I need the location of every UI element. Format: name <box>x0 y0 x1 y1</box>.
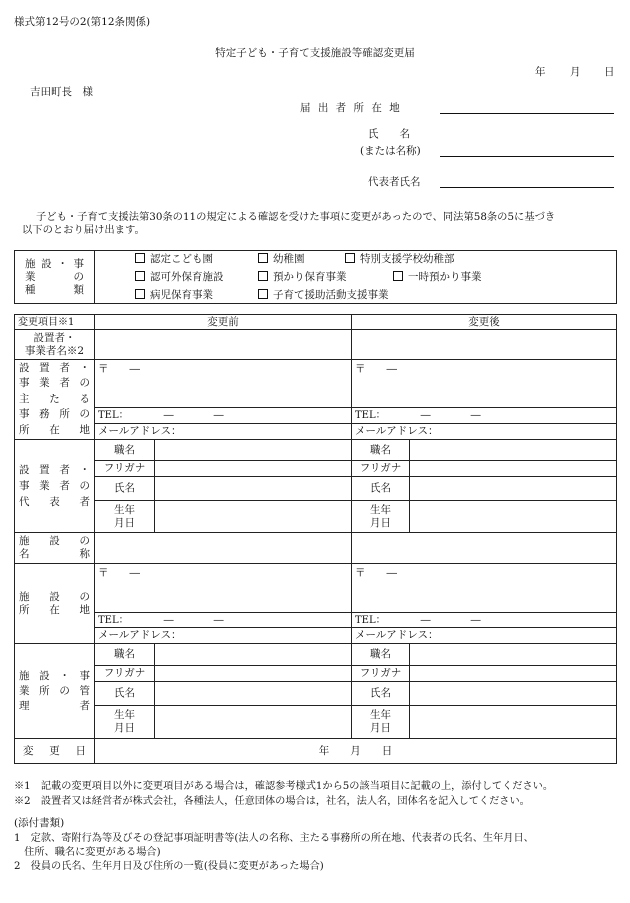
after-office-tel[interactable]: TEL： ― ― <box>352 408 617 424</box>
table-row <box>15 706 617 739</box>
before-rep-name-label: 氏名 <box>95 477 155 501</box>
after-office-postal[interactable]: 〒 ― <box>352 360 617 408</box>
before-mgr-name-value[interactable] <box>155 682 352 706</box>
table-row <box>15 501 617 533</box>
facility-type-table <box>14 250 617 304</box>
before-mgr-birth-value[interactable] <box>155 706 352 739</box>
facility-type-label: 施設・事 業 の 種 類 <box>15 251 95 304</box>
facility-type-options <box>95 251 617 304</box>
notifier-rep-line[interactable] <box>440 187 614 188</box>
checkbox-icon[interactable] <box>258 253 268 263</box>
notifier-rep-label: 代表者氏名 <box>368 176 421 188</box>
checkbox-icon[interactable] <box>393 271 403 281</box>
before-rep-birth-value[interactable] <box>155 501 352 533</box>
before-mgr-job-label: 職名 <box>95 644 155 666</box>
after-facility-email[interactable]: メールアドレス： <box>352 628 617 644</box>
before-mgr-job-value[interactable] <box>155 644 352 666</box>
table-row <box>15 628 617 644</box>
checkbox-icon[interactable] <box>135 289 145 299</box>
after-rep-furigana-value[interactable] <box>410 461 617 477</box>
after-facility-tel[interactable]: TEL： ― ― <box>352 613 617 628</box>
after-rep-job-value[interactable] <box>410 440 617 461</box>
after-facility-postal[interactable]: 〒 ― <box>352 564 617 613</box>
after-rep-job-label: 職名 <box>352 440 410 461</box>
after-rep-birth-value[interactable] <box>410 501 617 533</box>
row-label-facility-name: 施 設 の 名 称 <box>15 533 95 564</box>
date-day: 日 <box>604 66 615 78</box>
after-establisher-name[interactable] <box>352 330 617 360</box>
before-mgr-name-label: 氏名 <box>95 682 155 706</box>
before-rep-job-value[interactable] <box>155 440 352 461</box>
before-rep-name-value[interactable] <box>155 477 352 501</box>
attachment-item-1: 1 定款、寄附行為等及びその登記事項証明書等(法人の名称、主たる事務所の所在地、代表者の氏名、生年月日、 <box>14 833 534 844</box>
option-certified-kodomoen[interactable]: 認定こども園 <box>135 253 213 266</box>
option-extended-care[interactable]: 預かり保育事業 <box>258 271 347 284</box>
option-special-support-kindergarten[interactable]: 特別支援学校幼稚部 <box>345 253 455 266</box>
option-sick-child-care[interactable]: 病児保育事業 <box>135 289 213 302</box>
after-mgr-name-label: 氏名 <box>352 682 410 706</box>
addressee: 吉田町長 様 <box>30 86 93 98</box>
after-rep-name-value[interactable] <box>410 477 617 501</box>
before-facility-tel[interactable]: TEL： ― ― <box>95 613 352 628</box>
before-rep-birth-label: 生年 月日 <box>95 501 155 533</box>
before-office-postal[interactable]: 〒 ― <box>95 360 352 408</box>
checkbox-icon[interactable] <box>135 253 145 263</box>
date-year: 年 <box>535 66 546 78</box>
after-mgr-name-value[interactable] <box>410 682 617 706</box>
table-row <box>15 613 617 628</box>
before-facility-name[interactable] <box>95 533 352 564</box>
date-month: 月 <box>570 66 581 78</box>
before-mgr-furigana-value[interactable] <box>155 666 352 682</box>
checkbox-icon[interactable] <box>258 289 268 299</box>
change-table <box>14 314 617 764</box>
row-label-manager: 施 設 ・ 事 業 所 の 管 理 者 <box>15 644 95 739</box>
form-number: 様式第12号の2(第12条関係) <box>14 16 151 28</box>
col-item-header: 変更項目※1 <box>15 315 95 330</box>
table-header-row <box>15 315 617 330</box>
before-rep-furigana-label: フリガナ <box>95 461 155 477</box>
notifier-address-line[interactable] <box>440 113 614 114</box>
row-label-establisher-name: 設置者・ 事業者名※2 <box>15 330 95 360</box>
row-label-office-address: 設 置 者 ・ 事 業 者 の 主 た る 事 務 所 の 所 在 地 <box>15 360 95 440</box>
table-row <box>15 440 617 461</box>
table-row <box>15 739 617 764</box>
option-family-support[interactable]: 子育て援助活動支援事業 <box>258 289 389 302</box>
intro-text-2: 以下のとおり届け出ます。 <box>22 224 145 236</box>
row-label-facility-address: 施 設 の 所 在 地 <box>15 564 95 644</box>
option-unlicensed-daycare[interactable]: 認可外保育施設 <box>135 271 224 284</box>
table-row <box>15 666 617 682</box>
after-facility-name[interactable] <box>352 533 617 564</box>
intro-text: 子ども・子育て支援法第30条の11の規定による確認を受けた事項に変更があったので、同法第58条の5に基づき <box>36 211 556 223</box>
row-label-change-date: 変 更 日 <box>15 739 95 764</box>
change-date-value[interactable]: 年 月 日 <box>95 739 617 764</box>
before-facility-email[interactable]: メールアドレス： <box>95 628 352 644</box>
table-row <box>15 360 617 408</box>
form-title: 特定子ども・子育て支援施設等確認変更届 <box>215 47 415 59</box>
checkbox-icon[interactable] <box>345 253 355 263</box>
attachments-heading: (添付書類) <box>14 817 65 829</box>
note-1: ※1 記載の変更項目以外に変更項目がある場合は，確認参考様式1から5の該当項目に記載の上，添付してください。 <box>14 781 554 792</box>
before-office-email[interactable]: メールアドレス： <box>95 424 352 440</box>
col-before-header: 変更前 <box>95 315 352 330</box>
after-rep-name-label: 氏名 <box>352 477 410 501</box>
col-after-header: 変更後 <box>352 315 617 330</box>
notifier-name-line[interactable] <box>440 156 614 157</box>
attachment-item-1-cont: 住所、職名に変更がある場合) <box>14 847 161 858</box>
note-2: ※2 設置者又は経営者が株式会社，各種法人，任意団体の場合は，社名，法人名，団体名を記入してください。 <box>14 796 530 807</box>
checkbox-icon[interactable] <box>258 271 268 281</box>
after-mgr-furigana-value[interactable] <box>410 666 617 682</box>
after-mgr-birth-value[interactable] <box>410 706 617 739</box>
table-row <box>15 461 617 477</box>
table-row <box>15 477 617 501</box>
before-mgr-birth-label: 生年 月日 <box>95 706 155 739</box>
after-mgr-furigana-label: フリガナ <box>352 666 410 682</box>
notifier-address-label: 届 出 者 所 在 地 <box>300 102 402 114</box>
option-temporary-care[interactable]: 一時預かり事業 <box>393 271 482 284</box>
before-facility-postal[interactable]: 〒 ― <box>95 564 352 613</box>
table-row <box>15 533 617 564</box>
table-row <box>15 424 617 440</box>
before-rep-job-label: 職名 <box>95 440 155 461</box>
after-mgr-birth-label: 生年 月日 <box>352 706 410 739</box>
before-office-tel[interactable]: TEL： ― ― <box>95 408 352 424</box>
option-kindergarten[interactable]: 幼稚園 <box>258 253 305 266</box>
table-row <box>15 682 617 706</box>
after-mgr-job-value[interactable] <box>410 644 617 666</box>
before-rep-furigana-value[interactable] <box>155 461 352 477</box>
after-mgr-job-label: 職名 <box>352 644 410 666</box>
after-rep-furigana-label: フリガナ <box>352 461 410 477</box>
table-row <box>15 644 617 666</box>
table-row <box>15 564 617 613</box>
checkbox-icon[interactable] <box>135 271 145 281</box>
row-label-representative: 設 置 者 ・ 事 業 者 の 代 表 者 <box>15 440 95 533</box>
before-mgr-furigana-label: フリガナ <box>95 666 155 682</box>
after-rep-birth-label: 生年 月日 <box>352 501 410 533</box>
before-establisher-name[interactable] <box>95 330 352 360</box>
notifier-name-label: 氏 名 <box>368 128 410 140</box>
table-row <box>15 330 617 360</box>
after-office-email[interactable]: メールアドレス： <box>352 424 617 440</box>
table-row <box>15 408 617 424</box>
attachment-item-2: 2 役員の氏名、生年月日及び住所の一覧(役員に変更があった場合) <box>14 861 324 872</box>
notifier-name-sub-label: (または名称) <box>360 145 421 157</box>
